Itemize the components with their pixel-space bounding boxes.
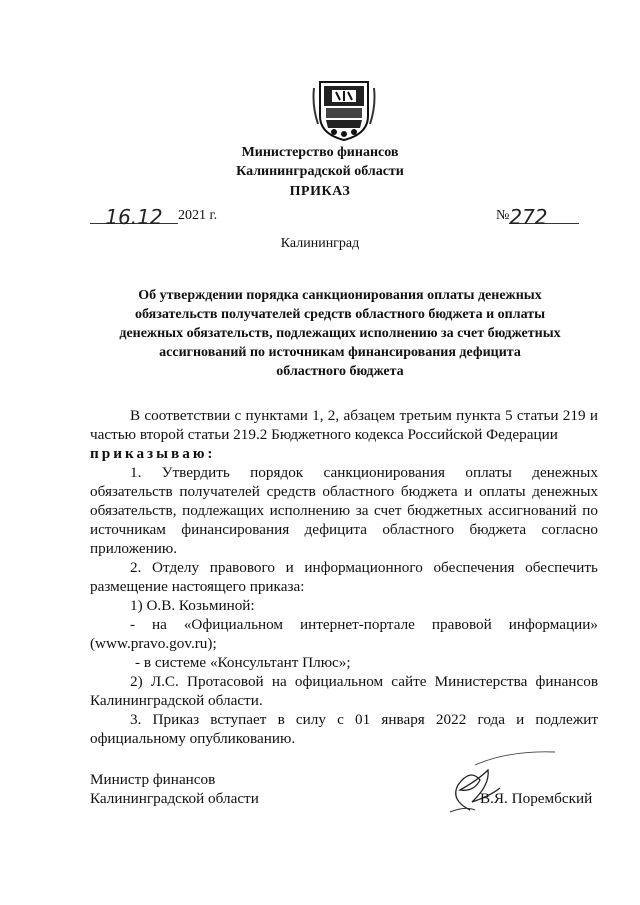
order-subject	[110, 286, 570, 381]
item-2-1-a: - на «Официальном интернет-портале правовой информации» (www.pravo.gov.ru);	[90, 616, 598, 652]
city-name: Калининград	[280, 236, 360, 251]
subject-line: обязательств получателей средств областного бюджета и оплаты	[134, 307, 546, 322]
order-year: 2021 г.	[178, 208, 218, 223]
handwritten-signature	[430, 740, 560, 820]
ministry-name-line1: Министерство финансов	[241, 145, 399, 160]
item-2: 2. Отделу правового и информационного обеспечения обеспечить размещение настоящего приказа:	[90, 559, 598, 595]
number-sign: №	[496, 208, 510, 223]
item-2-1: 1) О.В. Козьминой:	[130, 597, 255, 614]
subject-line: ассигнований по источникам финансирования дефицита	[159, 345, 521, 360]
item-2-1-b: - в системе «Консультант Плюс»;	[135, 654, 351, 671]
item-2-2: 2) Л.С. Протасовой на официальном сайте Министерства финансов Калининградской области.	[90, 673, 598, 709]
item-1: 1. Утвердить порядок санкционирования оплаты денежных обязательств получателей средств областного бюджета и оплаты денежных обязательств, подлежащих исполнению за счет бюджетных ассигнований по источникам финансирования дефицита областного бюджета согласно приложению.	[90, 464, 598, 557]
subject-line: денежных обязательств, подлежащих исполнению за счет бюджетных	[119, 326, 561, 341]
intro-paragraph: В соответствии с пунктами 1, 2, абзацем третьим пункта 5 статьи 219 и частью второй статьи 219.2 Бюджетного кодекса Российской Федерации приказываю:	[90, 407, 598, 462]
order-date	[90, 205, 218, 229]
item-3: 3. Приказ вступает в силу с 01 января 2022 года и подлежит официальному опубликованию.	[90, 711, 598, 747]
subject-line: Об утверждении порядка санкционирования оплаты денежных	[138, 288, 542, 303]
signatory-title	[90, 770, 259, 808]
signatory-name: В.Я. Порембский	[480, 790, 593, 807]
order-number	[496, 205, 579, 229]
subject-line: областного бюджета	[276, 364, 404, 379]
handwritten-number: 272	[509, 205, 548, 229]
signatory-title-line1: Министр финансов	[90, 771, 216, 788]
order-verb: приказываю:	[90, 445, 216, 462]
signatory-title-line2: Калининградской области	[90, 790, 259, 807]
ministry-name-line2: Калининградской области	[236, 164, 404, 179]
order-title: ПРИКАЗ	[289, 184, 351, 199]
coat-of-arms-emblem	[312, 76, 376, 142]
order-body	[90, 406, 598, 748]
handwritten-date: 16.12	[105, 205, 163, 229]
